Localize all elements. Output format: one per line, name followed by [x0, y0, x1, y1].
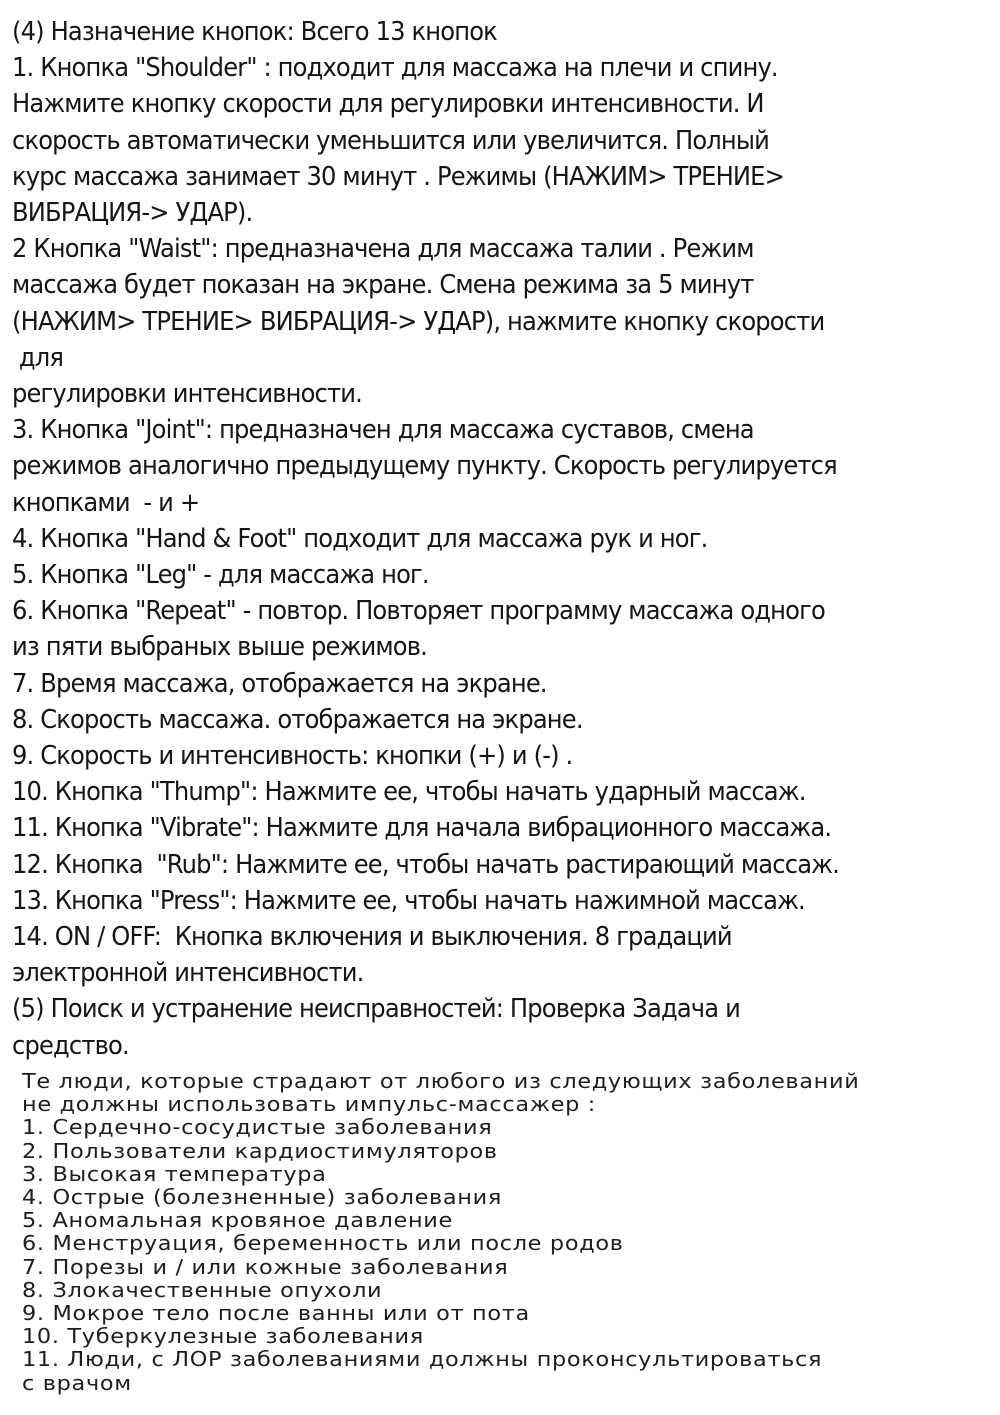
warning-list-item: 1. Сердечно-сосудистые заболевания: [22, 1115, 493, 1140]
text-line: кнопками - и +: [12, 487, 200, 518]
warning-list-item: 6. Менструация, беременность или после родов: [22, 1231, 624, 1256]
warning-list-item: 5. Аномальная кровяное давление: [22, 1208, 453, 1233]
text-line: 13. Кнопка "Press": Нажмите ее, чтобы начать нажимной массаж.: [12, 885, 805, 916]
text-line: 11. Кнопка "Vibrate": Нажмите для начала вибрационного массажа.: [12, 813, 832, 844]
section-heading-buttons: (4) Назначение кнопок: Всего 13 кнопок: [12, 17, 497, 47]
warning-list-item: 10. Туберкулезные заболевания: [22, 1324, 424, 1349]
text-line: средство.: [12, 1030, 129, 1061]
text-line: 9. Скорость и интенсивность: кнопки (+) и (-) .: [12, 741, 573, 772]
text-line: 7. Время массажа, отображается на экране.: [12, 668, 547, 699]
text-line: 1. Кнопка "Shoulder" : подходит для массажа на плечи и спину.: [12, 53, 778, 84]
text-line: для: [12, 342, 64, 373]
text-line: курс массажа занимает 30 минут . Режимы (НАЖИМ> ТРЕНИЕ>: [12, 161, 785, 192]
warning-list-item: 2. Пользователи кардиостимуляторов: [22, 1138, 498, 1163]
text-line: 2 Кнопка "Waist": предназначена для массажа талии . Режим: [12, 234, 754, 265]
text-line: 14. ON / OFF: Кнопка включения и выключения. 8 градаций: [12, 922, 732, 953]
warning-list-item: 9. Мокрое тело после ванны или от пота: [22, 1301, 530, 1326]
warning-list-item: 7. Порезы и / или кожные заболевания: [22, 1254, 509, 1279]
text-line: из пяти выбраных выше режимов.: [12, 632, 428, 663]
section-heading-troubleshooting: (5) Поиск и устранение неисправностей: Проверка Задача и: [12, 994, 740, 1025]
warning-list-item: 4. Острые (болезненные) заболевания: [22, 1185, 502, 1210]
text-line: регулировки интенсивности.: [12, 379, 362, 410]
text-line: массажа будет показан на экране. Смена режима за 5 минут: [12, 270, 754, 301]
text-line: скорость автоматически уменьшится или увеличится. Полный: [12, 125, 770, 156]
text-line: 10. Кнопка "Thump": Нажмите ее, чтобы начать ударный массаж.: [12, 777, 806, 808]
contraindications-section: [22, 1070, 982, 1395]
text-line: 5. Кнопка "Leg" - для массажа ног.: [12, 560, 429, 591]
text-line: 6. Кнопка "Repeat" - повтор. Повторяет программу массажа одного: [12, 596, 825, 627]
text-line: электронной интенсивности.: [12, 958, 364, 989]
text-line: 3. Кнопка "Joint": предназначен для массажа суставов, смена: [12, 415, 754, 446]
text-line: режимов аналогично предыдущему пункту. Скорость регулируется: [12, 451, 837, 482]
text-line: Нажмите кнопку скорости для регулировки интенсивности. И: [12, 89, 764, 120]
text-line: ВИБРАЦИЯ-> УДАР).: [12, 198, 253, 229]
button-description-section: [12, 14, 988, 1064]
warning-list-item: 3. Высокая температура: [22, 1161, 327, 1186]
warning-list-item: с врачом: [22, 1370, 132, 1395]
text-line: 4. Кнопка "Hand & Foot" подходит для массажа рук и ног.: [12, 523, 708, 554]
text-line: 12. Кнопка "Rub": Нажмите ее, чтобы начать растирающий массаж.: [12, 849, 839, 880]
warning-intro-line: Те люди, которые страдают от любого из следующих заболеваний: [22, 1069, 860, 1093]
text-line: 8. Скорость массажа. отображается на экране.: [12, 704, 583, 735]
warning-list-item: 11. Люди, с ЛОР заболеваниями должны проконсультироваться: [22, 1347, 823, 1372]
warning-intro-line: не должны использовать импульс-массажер :: [22, 1092, 596, 1117]
text-line: (НАЖИМ> ТРЕНИЕ> ВИБРАЦИЯ-> УДАР), нажмите кнопку скорости: [12, 306, 825, 337]
warning-list-item: 8. Злокачественные опухоли: [22, 1277, 383, 1302]
